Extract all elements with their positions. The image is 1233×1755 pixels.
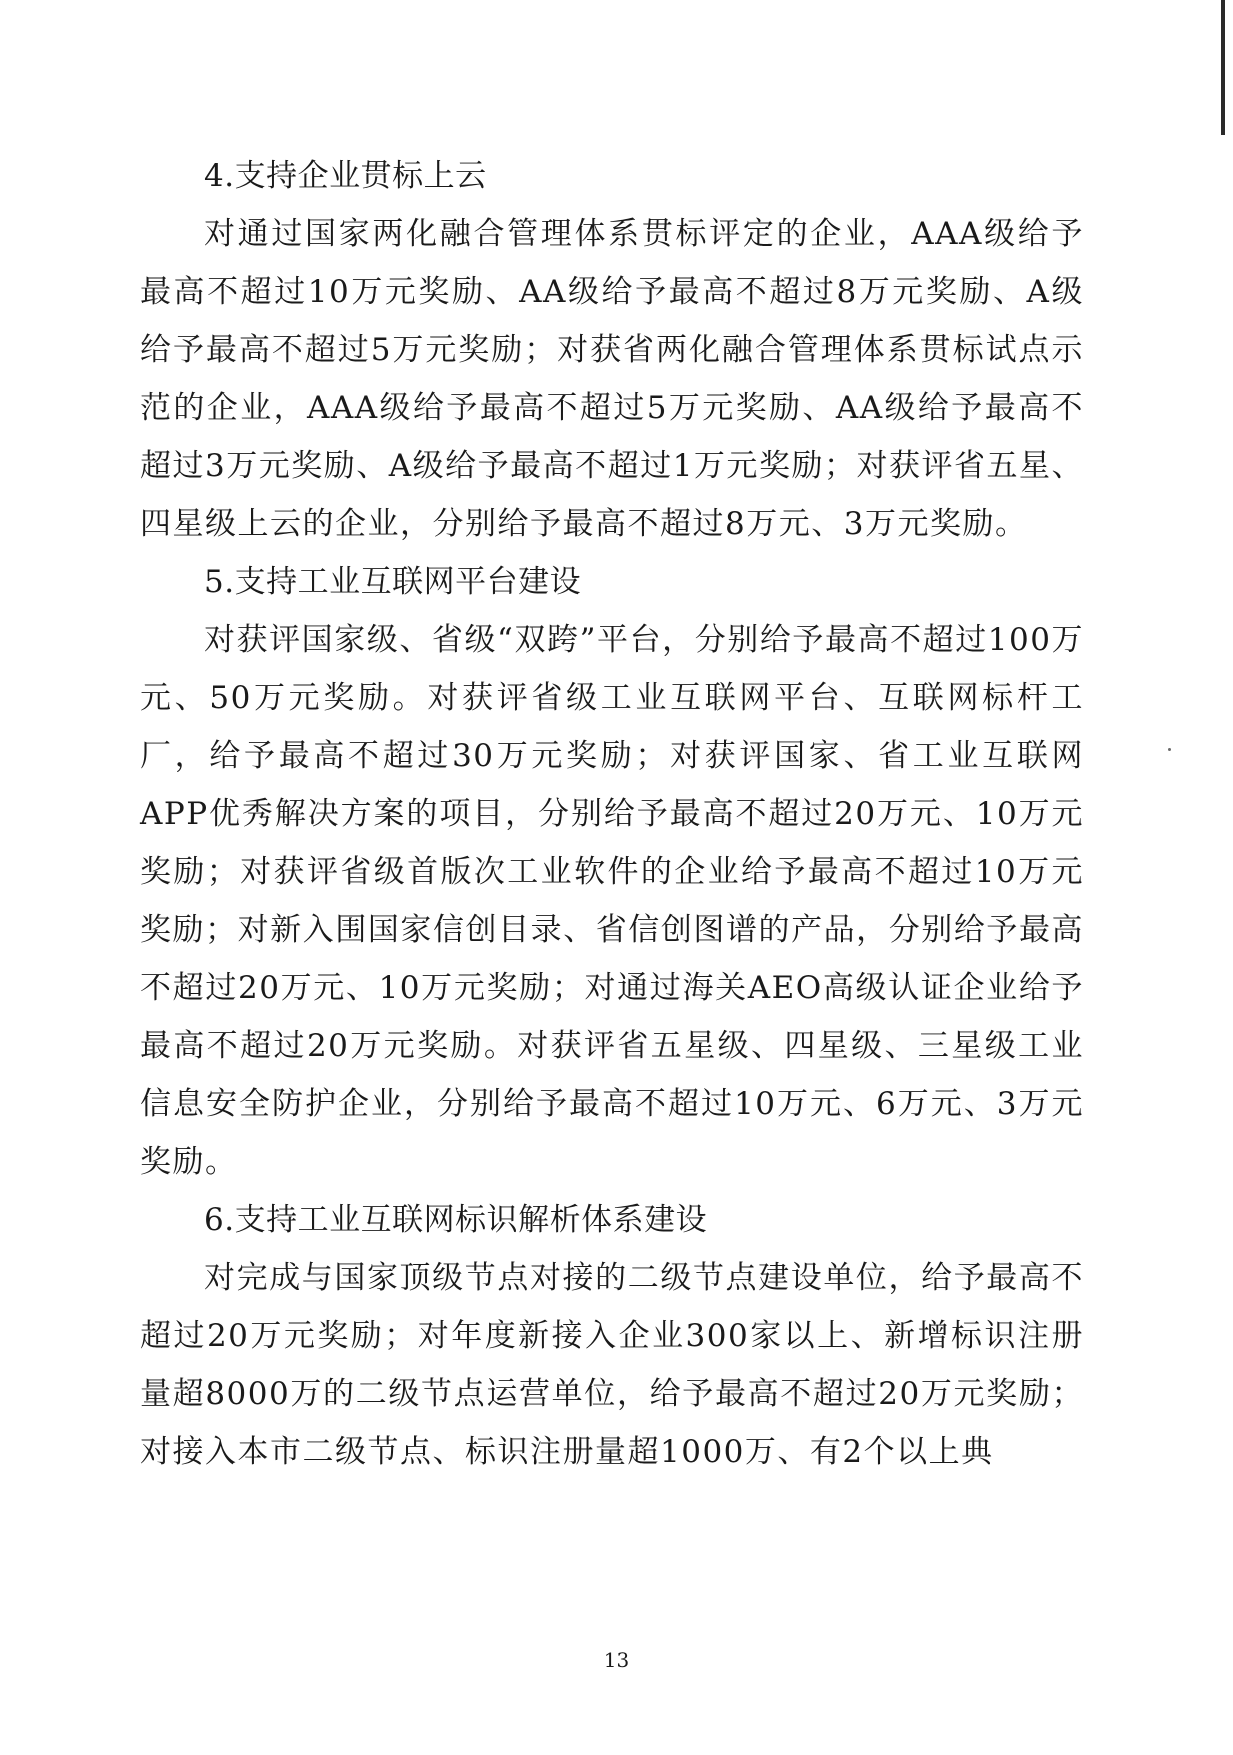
scan-speck bbox=[1168, 748, 1171, 751]
section-5 bbox=[140, 553, 1084, 1191]
scan-edge-mark bbox=[1221, 0, 1225, 135]
page-content bbox=[140, 147, 1084, 1481]
section-heading: 5.支持工业互联网平台建设 bbox=[204, 564, 582, 600]
section-4 bbox=[140, 147, 1084, 553]
page-number: 13 bbox=[603, 1648, 630, 1672]
section-6 bbox=[140, 1191, 1084, 1481]
section-body: 对获评国家级、省级“双跨”平台，分别给予最高不超过100万元、50万元奖励。对获评省级工业互联网平台、互联网标杆工厂，给予最高不超过30万元奖励；对获评国家、省工业互联网APP优秀解决方案的项目，分别给予最高不超过20万元、10万元奖励；对获评省级首版次工业软件的企业给予最高不超过10万元奖励；对新入围国家信创目录、省信创图谱的产品，分别给予最高不超过20万元、10万元奖励；对通过海关AEO高级认证企业给予最高不超过20万元奖励。对获评省五星级、四星级、三星级工业信息安全防护企业，分别给予最高不超过10万元、6万元、3万元奖励。 bbox=[140, 622, 1084, 1180]
section-body: 对完成与国家顶级节点对接的二级节点建设单位，给予最高不超过20万元奖励；对年度新接入企业300家以上、新增标识注册量超8000万的二级节点运营单位，给予最高不超过20万元奖励；对接入本市二级节点、标识注册量超1000万、有2个以上典 bbox=[140, 1260, 1084, 1470]
section-heading: 6.支持工业互联网标识解析体系建设 bbox=[204, 1202, 708, 1238]
section-heading: 4.支持企业贯标上云 bbox=[204, 158, 487, 194]
section-body: 对通过国家两化融合管理体系贯标评定的企业，AAA级给予最高不超过10万元奖励、AA级给予最高不超过8万元奖励、A级给予最高不超过5万元奖励；对获省两化融合管理体系贯标试点示范的企业，AAA级给予最高不超过5万元奖励、AA级给予最高不超过3万元奖励、A级给予最高不超过1万元奖励；对获评省五星、四星级上云的企业，分别给予最高不超过8万元、3万元奖励。 bbox=[140, 216, 1084, 542]
